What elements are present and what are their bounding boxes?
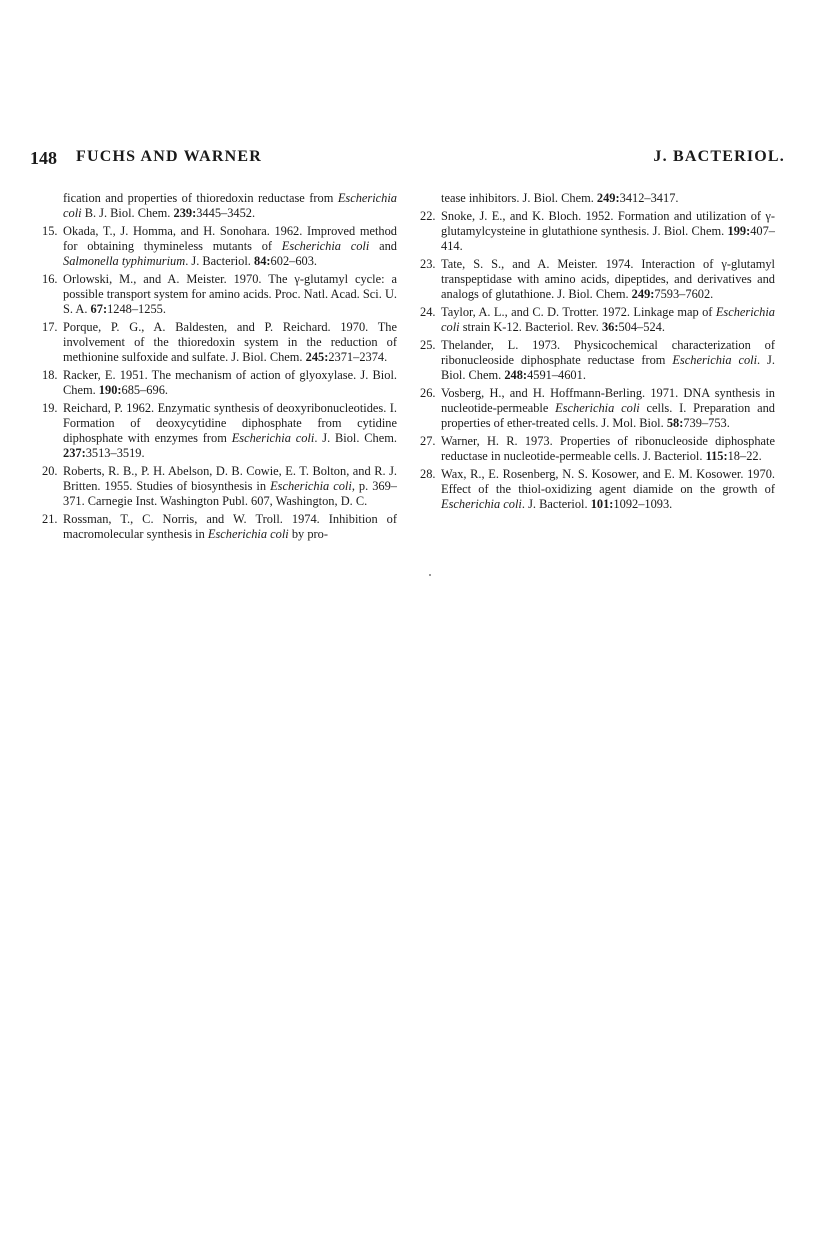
running-title: FUCHS AND WARNER xyxy=(76,148,263,165)
reference-column-left xyxy=(42,191,397,545)
reference-item: 22. Snoke, J. E., and K. Bloch. 1952. Formation and utilization of γ-glutamylcysteine in glutathione synthesis. J. Biol. Chem. 199:407–414. xyxy=(420,209,775,253)
reference-continuation: fication and properties of thioredoxin reductase from Escherichia coli B. J. Biol. Chem. 239:3445–3452. xyxy=(63,191,397,220)
reference-item: 17. Porque, P. G., A. Baldesten, and P. Reichard. 1970. The involvement of the thioredoxin system in the reduction of methionine sulfoxide and sulfate. J. Biol. Chem. 245:2371–2374. xyxy=(42,320,397,364)
reference-item: 28. Wax, R., E. Rosenberg, N. S. Kosower, and E. M. Kosower. 1970. Effect of the thiol-oxidizing agent diamide on the growth of Escherichia coli. J. Bacteriol. 101:1092–1093. xyxy=(420,467,775,511)
reference-continuation: tease inhibitors. J. Biol. Chem. 249:3412–3417. xyxy=(441,191,679,205)
stray-mark xyxy=(429,574,431,576)
reference-item: 16. Orlowski, M., and A. Meister. 1970. The γ-glutamyl cycle: a possible transport system for amino acids. Proc. Natl. Acad. Sci. U. S. A. 67:1248–1255. xyxy=(42,272,397,316)
reference-item: 23. Tate, S. S., and A. Meister. 1974. Interaction of γ-glutamyl transpeptidase with amino acids, dipeptides, and derivatives and analogs of glutathione. J. Biol. Chem. 249:7593–7602. xyxy=(420,257,775,301)
reference-item: 27. Warner, H. R. 1973. Properties of ribonucleoside diphosphate reductase in nucleotide-permeable cells. J. Bacteriol. 115:18–22. xyxy=(420,434,775,463)
reference-item: 21. Rossman, T., C. Norris, and W. Troll. 1974. Inhibition of macromolecular synthesis in Escherichia coli by pro- xyxy=(42,512,397,541)
journal-name: J. BACTERIOL. xyxy=(653,148,785,165)
reference-item: 24. Taylor, A. L., and C. D. Trotter. 1972. Linkage map of Escherichia coli strain K-12. Bacteriol. Rev. 36:504–524. xyxy=(420,305,775,334)
reference-item: 18. Racker, E. 1951. The mechanism of action of glyoxylase. J. Biol. Chem. 190:685–696. xyxy=(42,368,397,397)
reference-item: 15. Okada, T., J. Homma, and H. Sonohara. 1962. Improved method for obtaining thymineless mutants of Escherichia coli and Salmonella typhimurium. J. Bacteriol. 84:602–603. xyxy=(42,224,397,268)
reference-item: 19. Reichard, P. 1962. Enzymatic synthesis of deoxyribonucleotides. I. Formation of deoxycytidine diphosphate from cytidine diphosphate with enzymes from Escherichia coli. J. Biol. Chem. 237:3513–3519. xyxy=(42,401,397,460)
page-header xyxy=(30,148,790,172)
reference-column-right xyxy=(420,191,775,515)
reference-item: 20. Roberts, R. B., P. H. Abelson, D. B. Cowie, E. T. Bolton, and R. J. Britten. 1955. Studies of biosynthesis in Escherichia coli, p. 369–371. Carnegie Inst. Washington Publ. 607, Washington, D. C. xyxy=(42,464,397,508)
reference-item: 26. Vosberg, H., and H. Hoffmann-Berling. 1971. DNA synthesis in nucleotide-permeable Escherichia coli cells. I. Preparation and properties of ether-treated cells. J. Mol. Biol. 58:739–753. xyxy=(420,386,775,430)
page-number: 148 xyxy=(30,148,57,168)
reference-item: 25. Thelander, L. 1973. Physicochemical characterization of ribonucleoside diphosphate reductase from Escherichia coli. J. Biol. Chem. 248:4591–4601. xyxy=(420,338,775,382)
